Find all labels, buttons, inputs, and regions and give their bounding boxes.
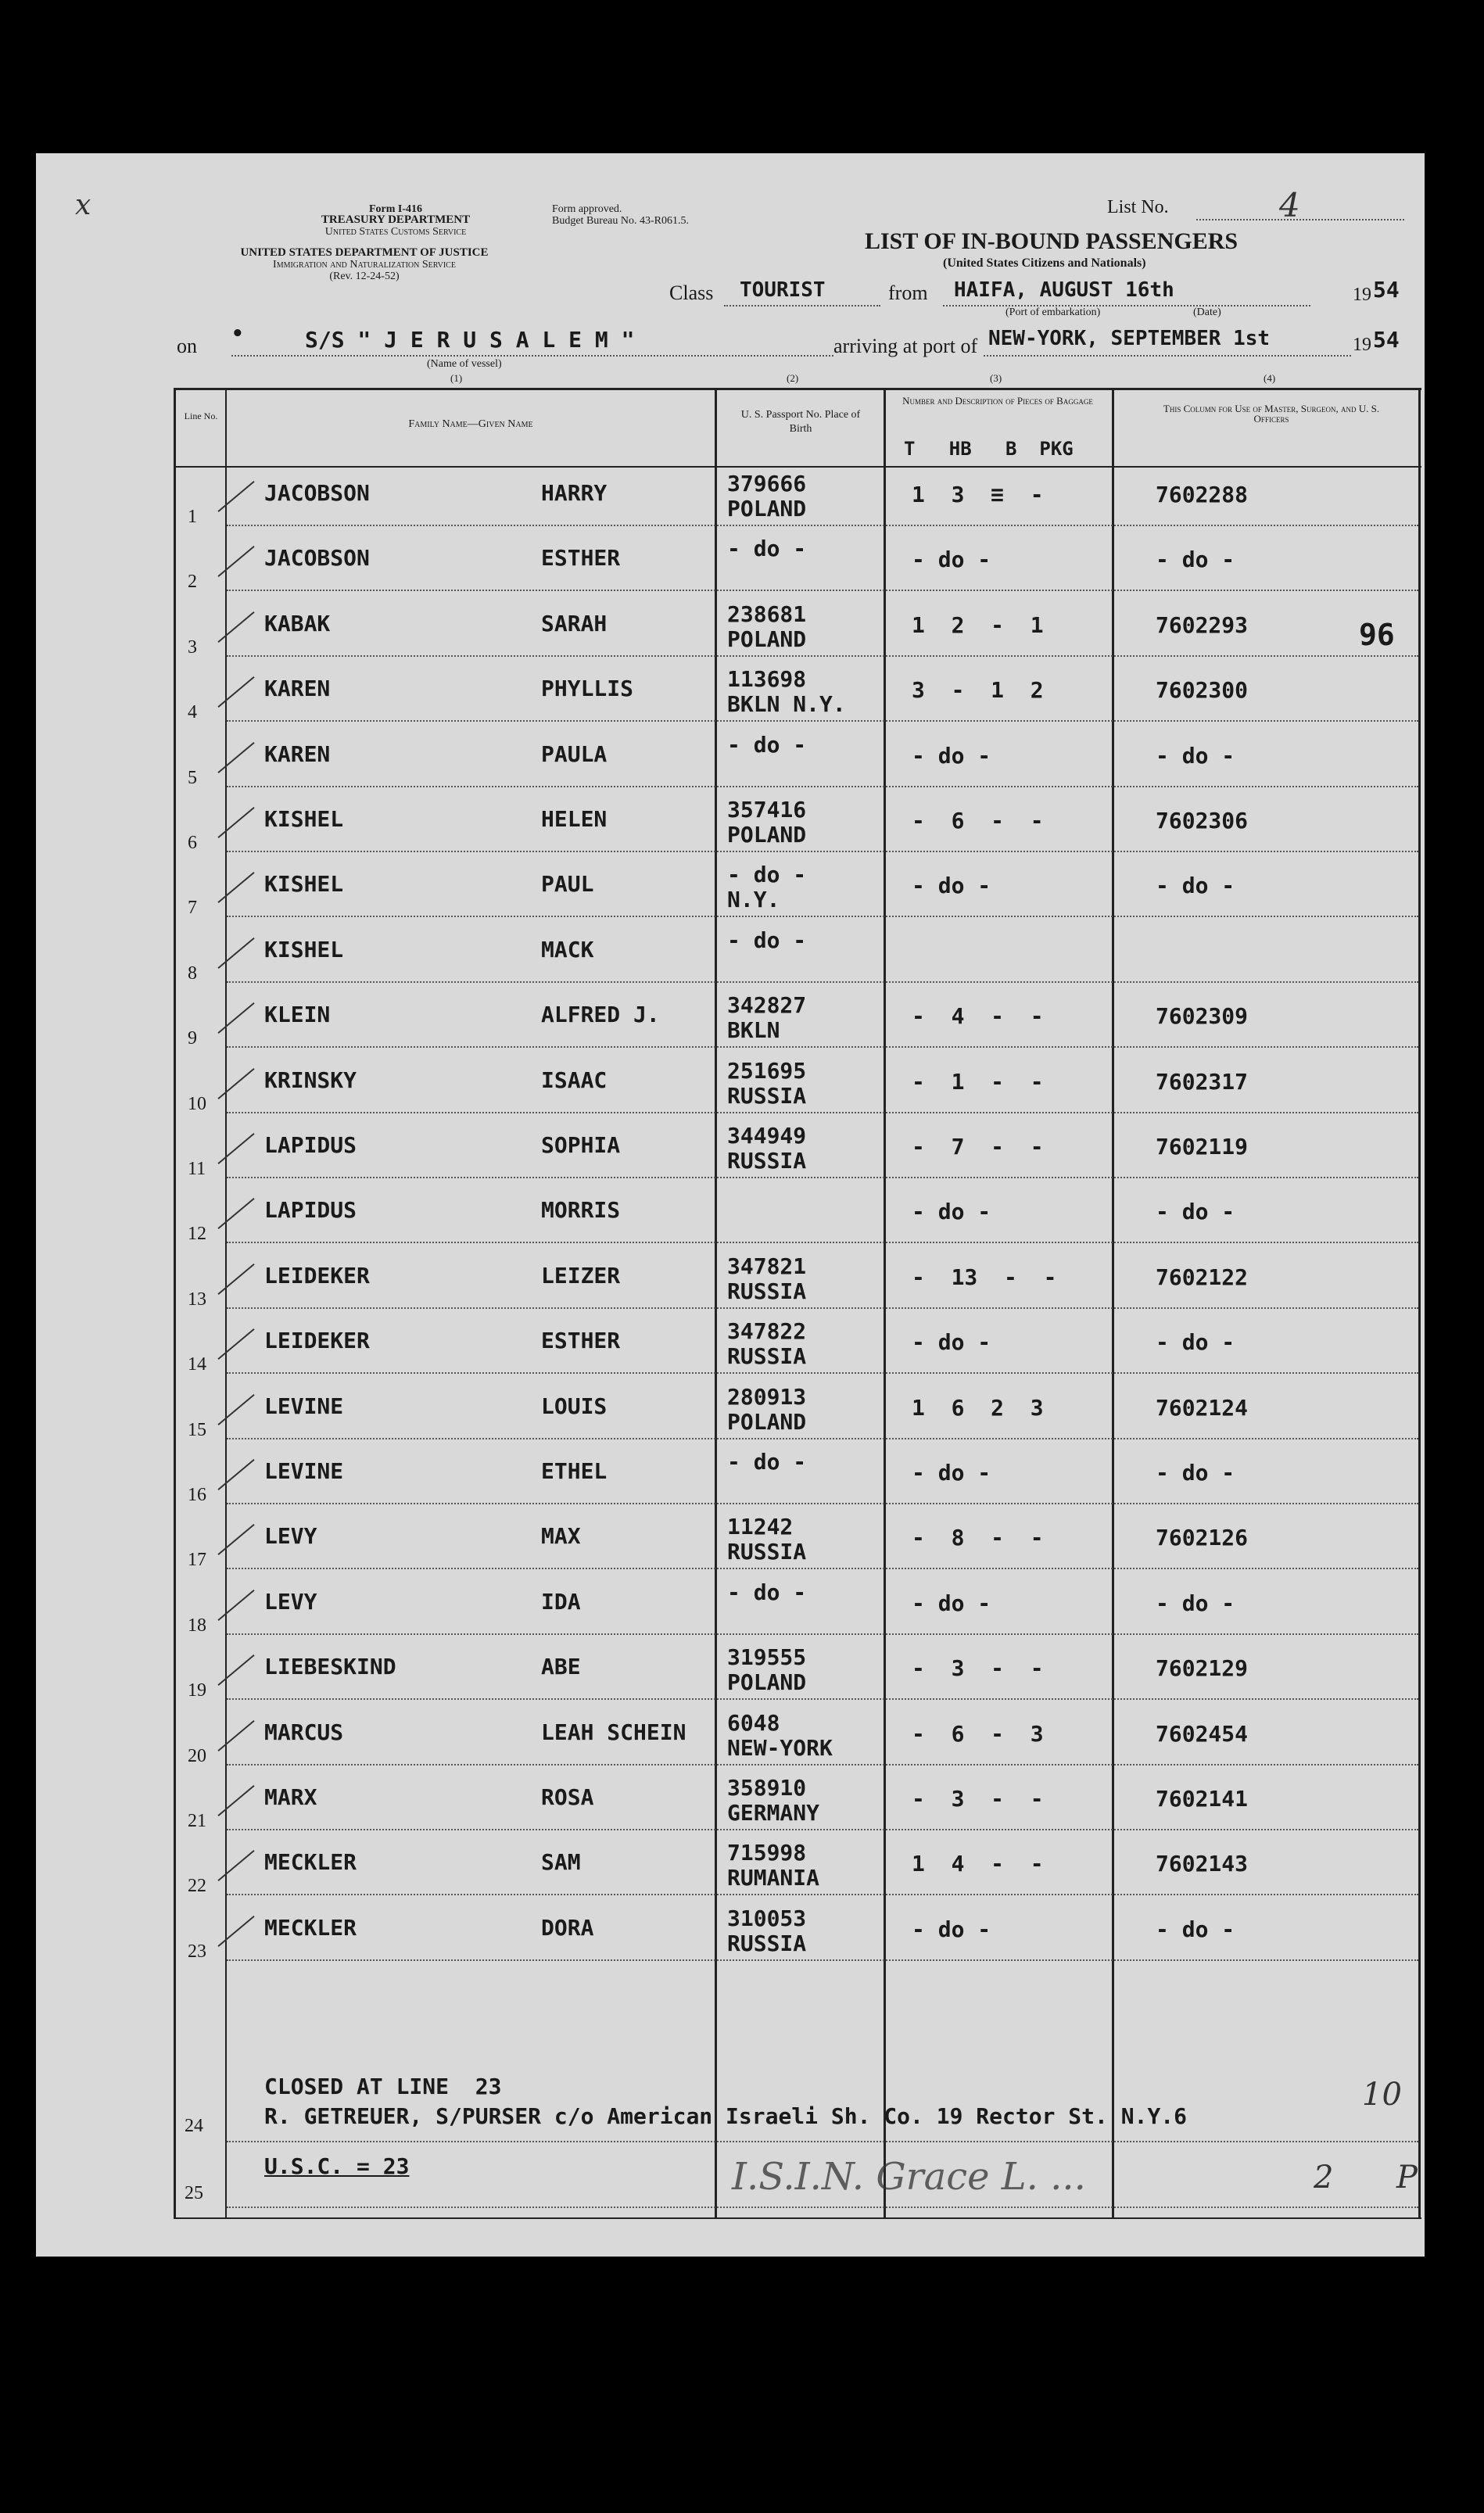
baggage-count: - 7 - - [912, 1134, 1044, 1160]
check-tick [217, 742, 254, 773]
table-row [36, 1444, 1425, 1509]
place-of-birth: GERMANY [727, 1800, 820, 1826]
baggage-count: - 13 - - [912, 1264, 1057, 1290]
check-tick [217, 676, 254, 708]
passport-no: 251695 [727, 1058, 807, 1084]
officer-number: - do - [1156, 873, 1235, 898]
check-tick [217, 872, 254, 903]
check-tick [217, 1720, 254, 1751]
line-number: 18 [188, 1615, 206, 1636]
baggage-count: 1 3 ≡ - [912, 482, 1044, 507]
passport-no: 342827 [727, 992, 807, 1018]
family-name: MECKLER [264, 1915, 357, 1941]
line-number: 23 [188, 1941, 206, 1962]
given-name: SARAH [541, 611, 608, 636]
line-number: 13 [188, 1289, 206, 1310]
from-value: HAIFA, AUGUST 16th [954, 278, 1174, 302]
family-name: LEIDEKER [264, 1328, 370, 1353]
check-tick [217, 1328, 254, 1360]
line-number: 8 [188, 963, 197, 984]
line-number: 10 [188, 1094, 206, 1114]
passport-no: 238681 [727, 601, 807, 627]
line-number: 9 [188, 1028, 197, 1049]
row-rule [227, 1438, 1418, 1439]
place-of-birth: RUSSIA [727, 1083, 807, 1109]
officer-number: - do - [1156, 547, 1235, 572]
line-number: 16 [188, 1485, 206, 1505]
manifest-page [36, 153, 1425, 2257]
line-number: 21 [188, 1811, 206, 1831]
officer-number: 7602454 [1156, 1721, 1249, 1747]
officer-number: 7602122 [1156, 1264, 1249, 1290]
check-tick [217, 807, 254, 838]
line-number: 6 [188, 833, 197, 853]
family-name: LEVINE [264, 1393, 344, 1419]
check-tick [217, 1068, 254, 1099]
baggage-count: 1 6 2 3 [912, 1395, 1044, 1421]
given-name: HARRY [541, 480, 608, 506]
officer-number: - do - [1156, 1460, 1235, 1486]
baggage-count: - 8 - - [912, 1525, 1044, 1550]
form-approved: Form approved. [552, 203, 622, 215]
passport-no: 379666 [727, 471, 807, 497]
table-row [36, 1640, 1425, 1705]
manifest-subtitle: (United States Citizens and Nationals) [943, 256, 1146, 270]
passport-no: 310053 [727, 1905, 807, 1931]
check-tick [217, 1785, 254, 1816]
given-name: LEIZER [541, 1263, 621, 1289]
place-of-birth: RUSSIA [727, 1278, 807, 1304]
baggage-count: 1 4 - - [912, 1851, 1044, 1877]
line-number: 19 [188, 1680, 206, 1701]
check-tick [217, 1850, 254, 1881]
table-row [36, 531, 1425, 596]
line-number: 11 [188, 1159, 206, 1179]
header-baggage: Number and Description of Pieces of Baggage [902, 395, 1093, 407]
table-row [36, 923, 1425, 988]
passport-no: 11242 [727, 1514, 794, 1540]
arriving-line [984, 355, 1351, 357]
given-name: MAX [541, 1523, 581, 1549]
given-name: PHYLLIS [541, 676, 634, 701]
place-of-birth: POLAND [727, 822, 807, 848]
row-rule [227, 1698, 1418, 1700]
given-name: PAUL [541, 871, 594, 897]
passport-no: - do - [727, 862, 807, 887]
check-tick [217, 546, 254, 577]
officer-number: 7602317 [1156, 1069, 1249, 1095]
passport-no: 715998 [727, 1840, 807, 1866]
baggage-count: - do - [912, 1199, 991, 1224]
embark-label: (Port of embarkation) [1005, 307, 1101, 318]
row-rule [227, 916, 1418, 917]
place-of-birth: POLAND [727, 1669, 807, 1695]
table-row [36, 1249, 1425, 1314]
row-rule [227, 525, 1418, 526]
col-num-3: (3) [990, 372, 1002, 384]
given-name: ETHEL [541, 1458, 608, 1484]
passport-no: 344949 [727, 1123, 807, 1149]
line-number: 4 [188, 702, 197, 722]
year1-value: 54 [1373, 277, 1400, 303]
check-tick [217, 1002, 254, 1034]
passport-no: 113698 [727, 666, 807, 692]
row-rule [227, 786, 1418, 787]
officer-number: 7602141 [1156, 1786, 1249, 1812]
family-name: MARCUS [264, 1719, 344, 1745]
baggage-count: - do - [912, 547, 991, 572]
check-tick [217, 1459, 254, 1490]
line-number: 5 [188, 768, 197, 788]
given-name: IDA [541, 1589, 581, 1615]
given-name: HELEN [541, 806, 608, 832]
list-no-line [1196, 219, 1404, 220]
line-number: 22 [188, 1876, 206, 1896]
passport-no: 280913 [727, 1384, 807, 1410]
passport-no: 358910 [727, 1775, 807, 1801]
family-name: KRINSKY [264, 1067, 357, 1093]
passport-no: - do - [727, 1449, 807, 1475]
table-row [36, 1183, 1425, 1248]
given-name: LEAH SCHEIN [541, 1719, 686, 1745]
row-rule [227, 1633, 1418, 1635]
year1-prefix: 19 [1353, 285, 1371, 305]
baggage-count: - do - [912, 1329, 991, 1355]
passport-no: - do - [727, 536, 807, 561]
table-row [36, 1509, 1425, 1574]
check-tick [217, 1916, 254, 1947]
given-name: SAM [541, 1849, 581, 1875]
family-name: LEVY [264, 1589, 317, 1615]
line-number: 3 [188, 637, 197, 658]
given-name: ALFRED J. [541, 1002, 660, 1027]
officer-signature: I.S.I.N. Grace L. ... [732, 2155, 1086, 2199]
table-row [36, 1770, 1425, 1835]
place-of-birth: BKLN N.Y. [727, 691, 846, 717]
place-of-birth: RUSSIA [727, 1343, 807, 1369]
row-rule [227, 655, 1418, 657]
col-num-4: (4) [1264, 372, 1276, 384]
table-row [36, 857, 1425, 922]
table-row [36, 988, 1425, 1052]
list-no-value: 4 [1279, 186, 1300, 224]
family-name: LEIDEKER [264, 1263, 370, 1289]
row-rule [227, 981, 1418, 983]
baggage-count: - 1 - - [912, 1069, 1044, 1095]
class-label: Class [669, 281, 714, 304]
family-name: LAPIDUS [264, 1197, 357, 1223]
row-rule [227, 1894, 1418, 1895]
row-rule [227, 1177, 1418, 1178]
row-rule [227, 1568, 1418, 1569]
family-name: KAREN [264, 676, 331, 701]
table-row [36, 1705, 1425, 1770]
officer-number: 7602129 [1156, 1655, 1249, 1681]
family-name: KISHEL [264, 806, 344, 832]
from-line [943, 305, 1310, 307]
check-tick [217, 611, 254, 643]
given-name: LOUIS [541, 1393, 608, 1419]
check-tick [217, 1133, 254, 1164]
family-name: MECKLER [264, 1849, 357, 1875]
passport-no: 347822 [727, 1318, 807, 1344]
bullet-mark: • [231, 322, 244, 346]
given-name: ESTHER [541, 545, 621, 571]
given-name: ROSA [541, 1784, 594, 1810]
baggage-count: - do - [912, 1590, 991, 1616]
officer-number: 7602300 [1156, 677, 1249, 703]
header-line-no: Line No. [184, 410, 218, 421]
table-row [36, 597, 1425, 661]
place-of-birth: RUSSIA [727, 1148, 807, 1174]
place-of-birth: NEW-YORK [727, 1735, 833, 1761]
header-passport: U. S. Passport No. Place of Birth [740, 409, 861, 435]
baggage-count: - 6 - 3 [912, 1721, 1044, 1747]
passport-no: - do - [727, 927, 807, 953]
table-row [36, 1835, 1425, 1900]
passport-no: 6048 [727, 1710, 780, 1736]
line-number: 7 [188, 898, 197, 918]
list-no-label: List No. [1107, 197, 1169, 217]
officer-number: - do - [1156, 743, 1235, 769]
check-tick [217, 937, 254, 969]
given-name: MORRIS [541, 1197, 621, 1223]
table-top-rule [174, 388, 1421, 390]
row-rule [227, 720, 1418, 722]
row-rule [227, 1503, 1418, 1504]
check-tick [217, 1198, 254, 1229]
year2-prefix: 19 [1353, 335, 1371, 355]
family-name: JACOBSON [264, 480, 370, 506]
from-label: from [888, 281, 928, 304]
header-name: Family Name—Given Name [408, 418, 533, 430]
row-rule [227, 1112, 1418, 1113]
table-row [36, 792, 1425, 857]
given-name: SOPHIA [541, 1132, 621, 1158]
line-number: 24 [185, 2116, 203, 2136]
line-number: 1 [188, 507, 197, 527]
place-of-birth: POLAND [727, 1409, 807, 1435]
passport-no: - do - [727, 1579, 807, 1605]
line-number: 12 [188, 1224, 206, 1244]
table-row [36, 727, 1425, 792]
officer-number: - do - [1156, 1916, 1235, 1942]
officer-number: 7602293 [1156, 612, 1249, 638]
form-number: Form I-416 [368, 203, 423, 215]
baggage-count: - 3 - - [912, 1786, 1044, 1812]
table-row [36, 1379, 1425, 1444]
budget-bureau: Budget Bureau No. 43-R061.5. [552, 215, 689, 227]
row-rule [227, 1829, 1418, 1830]
header-baggage-cols: T HB B PKG [904, 438, 1074, 460]
date-label: (Date) [1193, 307, 1221, 318]
officer-number: 7602143 [1156, 1851, 1249, 1877]
officer-number: 7602124 [1156, 1395, 1249, 1421]
table-row [36, 1575, 1425, 1640]
line-number: 15 [188, 1420, 206, 1440]
family-name: LEVY [264, 1523, 317, 1549]
passport-no: 347821 [727, 1253, 807, 1279]
row-rule [227, 1046, 1418, 1048]
officer-number: 7602126 [1156, 1525, 1249, 1550]
family-name: LIEBESKIND [264, 1654, 396, 1680]
place-of-birth: POLAND [727, 496, 807, 522]
row-rule [227, 1307, 1418, 1309]
class-line [724, 305, 880, 307]
margin-mark-96: 96 [1359, 618, 1395, 652]
place-of-birth: RUSSIA [727, 1930, 807, 1956]
table-row [36, 1053, 1425, 1118]
place-of-birth: N.Y. [727, 887, 780, 912]
family-name: LEVINE [264, 1458, 344, 1484]
baggage-count: - do - [912, 743, 991, 769]
arriving-value: NEW-YORK, SEPTEMBER 1st [988, 327, 1271, 350]
place-of-birth: RUMANIA [727, 1865, 820, 1891]
table-row [36, 1118, 1425, 1183]
row-rule [227, 1242, 1418, 1243]
check-tick [217, 1394, 254, 1425]
check-tick [217, 1264, 254, 1295]
check-tick [217, 1524, 254, 1555]
table-bottom-rule [174, 2217, 1421, 2219]
line-number: 17 [188, 1550, 206, 1570]
vessel-line [231, 355, 833, 357]
right-mark-1: 10 [1362, 2077, 1402, 2113]
officer-number: - do - [1156, 1199, 1235, 1224]
vessel-name: S/S " J E R U S A L E M " [305, 327, 635, 353]
vessel-label: (Name of vessel) [427, 358, 502, 370]
given-name: ESTHER [541, 1328, 621, 1353]
line-number: 2 [188, 572, 197, 592]
officer-number: 7602309 [1156, 1003, 1249, 1029]
manifest-title: LIST OF IN-BOUND PASSENGERS [865, 228, 1238, 254]
given-name: ISAAC [541, 1067, 608, 1093]
row-rule [227, 2206, 1418, 2208]
passport-no: 357416 [727, 797, 807, 823]
right-mark-3: P [1396, 2160, 1418, 2196]
line-number: 20 [188, 1746, 206, 1766]
family-name: KABAK [264, 611, 331, 636]
family-name: MARX [264, 1784, 317, 1810]
family-name: KAREN [264, 741, 331, 767]
baggage-count: 3 - 1 2 [912, 677, 1044, 703]
usc-total: U.S.C. = 23 [264, 2153, 410, 2179]
dept-justice: UNITED STATES DEPARTMENT OF JUSTICE [240, 246, 489, 259]
family-name: LAPIDUS [264, 1132, 357, 1158]
family-name: KISHEL [264, 871, 344, 897]
given-name: DORA [541, 1915, 594, 1941]
dept-customs: United States Customs Service [324, 226, 467, 238]
passport-no: - do - [727, 732, 807, 758]
place-of-birth: BKLN [727, 1017, 780, 1043]
place-of-birth: RUSSIA [727, 1539, 807, 1565]
baggage-count: - do - [912, 1460, 991, 1486]
form-revision: (Rev. 12-24-52) [329, 271, 400, 282]
table-row [36, 1314, 1425, 1378]
header-officers: This Column for Use of Master, Surgeon, and U. S. Officers [1163, 403, 1380, 425]
dept-treasury: TREASURY DEPARTMENT [321, 213, 471, 226]
row-rule [227, 1372, 1418, 1374]
officer-number: 7602306 [1156, 808, 1249, 833]
baggage-count: - do - [912, 1916, 991, 1942]
dept-immigration: Immigration and Naturalization Service [273, 259, 456, 271]
row-rule [227, 1959, 1418, 1961]
col-num-2: (2) [787, 372, 799, 384]
line-number: 14 [188, 1354, 206, 1375]
check-tick [217, 1654, 254, 1686]
table-row [36, 1901, 1425, 1966]
class-value: TOURIST [740, 278, 826, 302]
row-rule [227, 1764, 1418, 1766]
purser-line: R. GETREUER, S/PURSER c/o American Israeli Sh. Co. 19 Rector St. N.Y.6 [264, 2103, 1188, 2129]
arriving-label: arriving at port of [833, 335, 978, 357]
on-label: on [177, 335, 197, 357]
baggage-count: 1 2 - 1 [912, 612, 1044, 638]
place-of-birth: POLAND [727, 626, 807, 652]
col-num-1: (1) [450, 372, 463, 384]
baggage-count: - 3 - - [912, 1655, 1044, 1681]
family-name: KISHEL [264, 937, 344, 963]
given-name: PAULA [541, 741, 608, 767]
baggage-count: - do - [912, 873, 991, 898]
family-name: KLEIN [264, 1002, 331, 1027]
officer-number: 7602288 [1156, 482, 1249, 507]
baggage-count: - 4 - - [912, 1003, 1044, 1029]
check-tick [217, 1590, 254, 1621]
row-rule [227, 851, 1418, 852]
year2-value: 54 [1373, 327, 1400, 353]
baggage-count: - 6 - - [912, 808, 1044, 833]
table-row [36, 466, 1425, 531]
given-name: MACK [541, 937, 594, 963]
check-tick [217, 481, 254, 512]
officer-number: 7602119 [1156, 1134, 1249, 1160]
family-name: JACOBSON [264, 545, 370, 571]
passport-no: 319555 [727, 1644, 807, 1670]
row-rule [227, 2141, 1418, 2142]
right-mark-2: 2 [1314, 2160, 1334, 2196]
given-name: ABE [541, 1654, 581, 1680]
officer-number: - do - [1156, 1329, 1235, 1355]
closed-at-line: CLOSED AT LINE 23 [264, 2074, 502, 2099]
corner-mark: x [75, 189, 91, 221]
line-number: 25 [185, 2183, 203, 2203]
officer-number: - do - [1156, 1590, 1235, 1616]
row-rule [227, 590, 1418, 591]
table-row [36, 661, 1425, 726]
